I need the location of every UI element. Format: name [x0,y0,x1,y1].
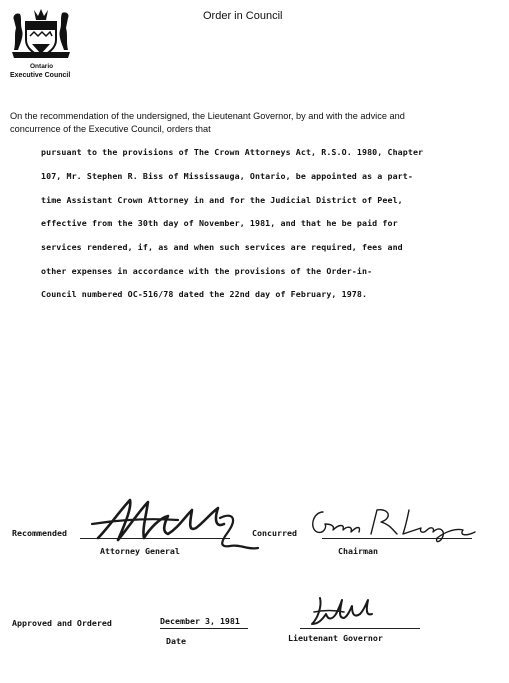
attorney-general-title: Attorney General [100,546,180,556]
body-line-6: other expenses in accordance with the provisions of the Order-in- [41,266,373,276]
approved-label: Approved and Ordered [12,618,112,628]
date-line [160,628,248,629]
lieutenant-governor-signature [310,590,390,632]
approved-date: December 3, 1981 [160,616,240,626]
lieutenant-governor-title: Lieutenant Governor [288,633,383,643]
body-line-3: time Assistant Crown Attorney in and for the Judicial District of Peel, [41,195,403,205]
chairman-signature [305,502,490,548]
preamble-text: On the recommendation of the undersigned, the Lieutenant Governor, by and with the advice and concurrence of the Executive Council, orders that [10,111,405,134]
body-line-2: 107, Mr. Stephen R. Biss of Mississauga, Ontario, be appointed as a part- [41,171,413,181]
body-line-5: services rendered, if, as and when such services are required, fees and [41,242,403,252]
body-line-1: pursuant to the provisions of The Crown Attorneys Act, R.S.O. 1980, Chapter [41,147,424,157]
document-title: Order in Council [203,10,283,22]
concurred-label: Concurred [252,528,297,538]
recommended-label: Recommended [12,528,67,538]
crest-caption-ontario: Ontario [30,63,54,70]
date-label: Date [166,636,186,646]
ontario-crest-icon [8,6,74,62]
body-line-4: effective from the 30th day of November, 1981, and that he be paid for [41,218,398,228]
body-line-7: Council numbered OC-516/78 dated the 22nd day of February, 1978. [41,289,368,299]
crest-caption-executive-council: Executive Council [10,72,71,79]
chairman-title: Chairman [338,546,378,556]
